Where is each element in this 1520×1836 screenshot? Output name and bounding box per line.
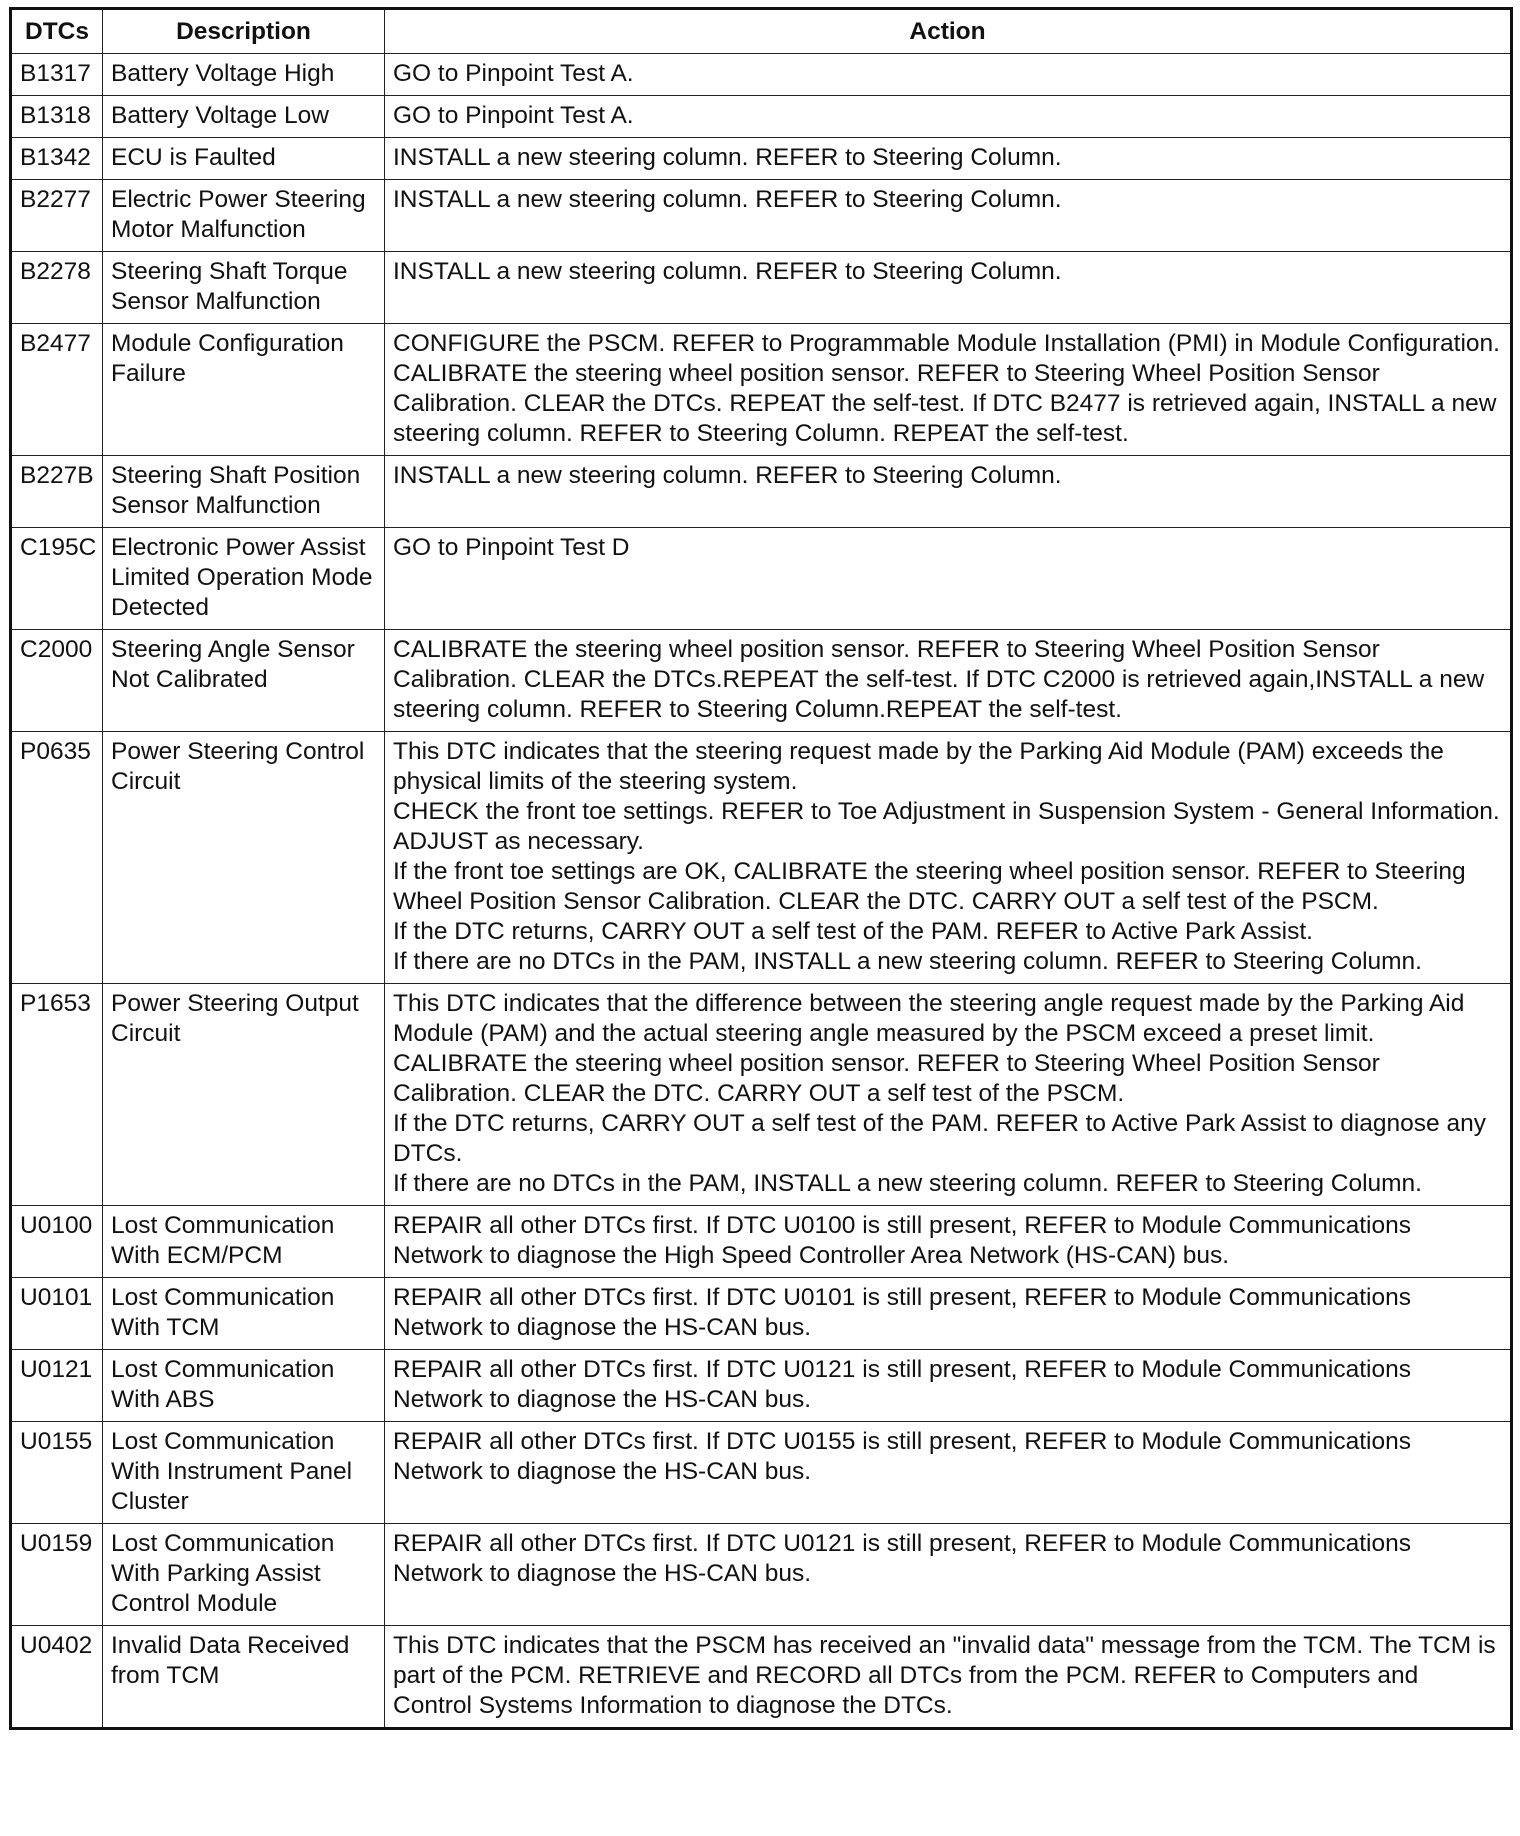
action-line: GO to Pinpoint Test A. [393,102,634,129]
header-action: Action [385,9,1512,54]
dtc-description: Module Configuration Failure [103,324,385,456]
action-line: INSTALL a new steering column. REFER to Steering Column. [393,462,1062,489]
dtc-action [385,138,1512,180]
dtc-code: U0121 [11,1350,103,1422]
dtc-code: P0635 [11,732,103,984]
dtc-description: Lost Communication With ECM/PCM [103,1206,385,1278]
header-row [11,9,1512,54]
dtc-description: ECU is Faulted [103,138,385,180]
dtc-description: Electric Power Steering Motor Malfunction [103,180,385,252]
dtc-code: U0155 [11,1422,103,1524]
action-line: CALIBRATE the steering wheel position sensor. REFER to Steering Wheel Position Sensor Calibration. CLEAR the DTC. CARRY OUT a self test of the PSCM. [393,1050,1380,1107]
dtc-code: C2000 [11,630,103,732]
action-line: If the DTC returns, CARRY OUT a self test of the PAM. REFER to Active Park Assist. [393,918,1313,945]
action-line: REPAIR all other DTCs first. If DTC U0121 is still present, REFER to Module Communications Network to diagnose the HS-CAN bus. [393,1530,1411,1587]
table-row [11,732,1512,984]
dtc-action [385,456,1512,528]
dtc-action [385,324,1512,456]
table-row [11,456,1512,528]
dtc-description: Steering Shaft Position Sensor Malfunction [103,456,385,528]
table-row [11,984,1512,1206]
dtc-code: U0402 [11,1626,103,1729]
dtc-description: Steering Angle Sensor Not Calibrated [103,630,385,732]
header-dtcs: DTCs [11,9,103,54]
action-line: This DTC indicates that the steering request made by the Parking Aid Module (PAM) exceeds the physical limits of the steering system. [393,738,1444,795]
table-row [11,1422,1512,1524]
dtc-action [385,732,1512,984]
dtc-description: Lost Communication With ABS [103,1350,385,1422]
table-body [11,54,1512,1729]
action-line: This DTC indicates that the PSCM has received an "invalid data" message from the TCM. The TCM is part of the PCM. RETRIEVE and RECORD all DTCs from the PCM. REFER to Computers and Control Systems Information to diagnose the DTCs. [393,1632,1496,1719]
table-row [11,630,1512,732]
table-row [11,324,1512,456]
dtc-description: Invalid Data Received from TCM [103,1626,385,1729]
table-row [11,1524,1512,1626]
dtc-action [385,630,1512,732]
dtc-code: U0101 [11,1278,103,1350]
dtc-description: Steering Shaft Torque Sensor Malfunction [103,252,385,324]
action-line: INSTALL a new steering column. REFER to Steering Column. [393,186,1062,213]
dtc-code: B2278 [11,252,103,324]
action-line: If there are no DTCs in the PAM, INSTALL a new steering column. REFER to Steering Column. [393,1170,1422,1197]
action-line: INSTALL a new steering column. REFER to Steering Column. [393,144,1062,171]
dtc-code: C195C [11,528,103,630]
dtc-table [9,7,1513,1730]
table-row [11,96,1512,138]
action-line: CHECK the front toe settings. REFER to Toe Adjustment in Suspension System - General Information. ADJUST as necessary. [393,798,1500,855]
action-line: REPAIR all other DTCs first. If DTC U0121 is still present, REFER to Module Communications Network to diagnose the HS-CAN bus. [393,1356,1411,1413]
dtc-description: Electronic Power Assist Limited Operation Mode Detected [103,528,385,630]
table-row [11,180,1512,252]
dtc-action [385,1422,1512,1524]
dtc-action [385,96,1512,138]
dtc-code: B2477 [11,324,103,456]
dtc-code: U0159 [11,1524,103,1626]
table-row [11,54,1512,96]
table-row [11,1206,1512,1278]
dtc-code: B1317 [11,54,103,96]
table-row [11,1350,1512,1422]
action-line: CALIBRATE the steering wheel position sensor. REFER to Steering Wheel Position Sensor Calibration. CLEAR the DTCs.REPEAT the self-test. If DTC C2000 is retrieved again,INSTALL a new steering column. REFER to Steering Column.REPEAT the self-test. [393,636,1485,723]
dtc-action [385,1206,1512,1278]
action-line: This DTC indicates that the difference between the steering angle request made by the Parking Aid Module (PAM) and the actual steering angle measured by the PSCM exceed a preset limit. [393,990,1465,1047]
dtc-code: B2277 [11,180,103,252]
dtc-action [385,54,1512,96]
table-row [11,138,1512,180]
table-row [11,1626,1512,1729]
dtc-description: Power Steering Output Circuit [103,984,385,1206]
action-line: INSTALL a new steering column. REFER to Steering Column. [393,258,1062,285]
action-line: REPAIR all other DTCs first. If DTC U0100 is still present, REFER to Module Communications Network to diagnose the High Speed Controller Area Network (HS-CAN) bus. [393,1212,1411,1269]
dtc-action [385,1278,1512,1350]
table-row [11,528,1512,630]
dtc-code: P1653 [11,984,103,1206]
dtc-action [385,252,1512,324]
dtc-code: U0100 [11,1206,103,1278]
dtc-action [385,1350,1512,1422]
action-line: REPAIR all other DTCs first. If DTC U0101 is still present, REFER to Module Communications Network to diagnose the HS-CAN bus. [393,1284,1411,1341]
dtc-action [385,984,1512,1206]
table-row [11,252,1512,324]
dtc-code: B227B [11,456,103,528]
action-line: If the front toe settings are OK, CALIBRATE the steering wheel position sensor. REFER to Steering Wheel Position Sensor Calibration. CLEAR the DTC. CARRY OUT a self test of the PSCM. [393,858,1466,915]
dtc-description: Power Steering Control Circuit [103,732,385,984]
dtc-code: B1318 [11,96,103,138]
action-line: GO to Pinpoint Test D [393,534,630,561]
dtc-action [385,528,1512,630]
action-line: If the DTC returns, CARRY OUT a self test of the PAM. REFER to Active Park Assist to diagnose any DTCs. [393,1110,1486,1167]
dtc-action [385,180,1512,252]
action-line: If there are no DTCs in the PAM, INSTALL a new steering column. REFER to Steering Column. [393,948,1422,975]
dtc-description: Battery Voltage High [103,54,385,96]
dtc-description: Lost Communication With Instrument Panel Cluster [103,1422,385,1524]
action-line: CONFIGURE the PSCM. REFER to Programmable Module Installation (PMI) in Module Configuration. CALIBRATE the steering wheel position sensor. REFER to Steering Wheel Position Sensor Calibration. CLEAR the DTCs. REPEAT the self-test. If DTC B2477 is retrieved again, INSTALL a new steering column. REFER to Steering Column. REPEAT the self-test. [393,330,1500,447]
dtc-description: Lost Communication With TCM [103,1278,385,1350]
dtc-action [385,1626,1512,1729]
action-line: REPAIR all other DTCs first. If DTC U0155 is still present, REFER to Module Communications Network to diagnose the HS-CAN bus. [393,1428,1411,1485]
dtc-code: B1342 [11,138,103,180]
table-row [11,1278,1512,1350]
header-description: Description [103,9,385,54]
dtc-description: Lost Communication With Parking Assist Control Module [103,1524,385,1626]
action-line: GO to Pinpoint Test A. [393,60,634,87]
dtc-action [385,1524,1512,1626]
dtc-description: Battery Voltage Low [103,96,385,138]
